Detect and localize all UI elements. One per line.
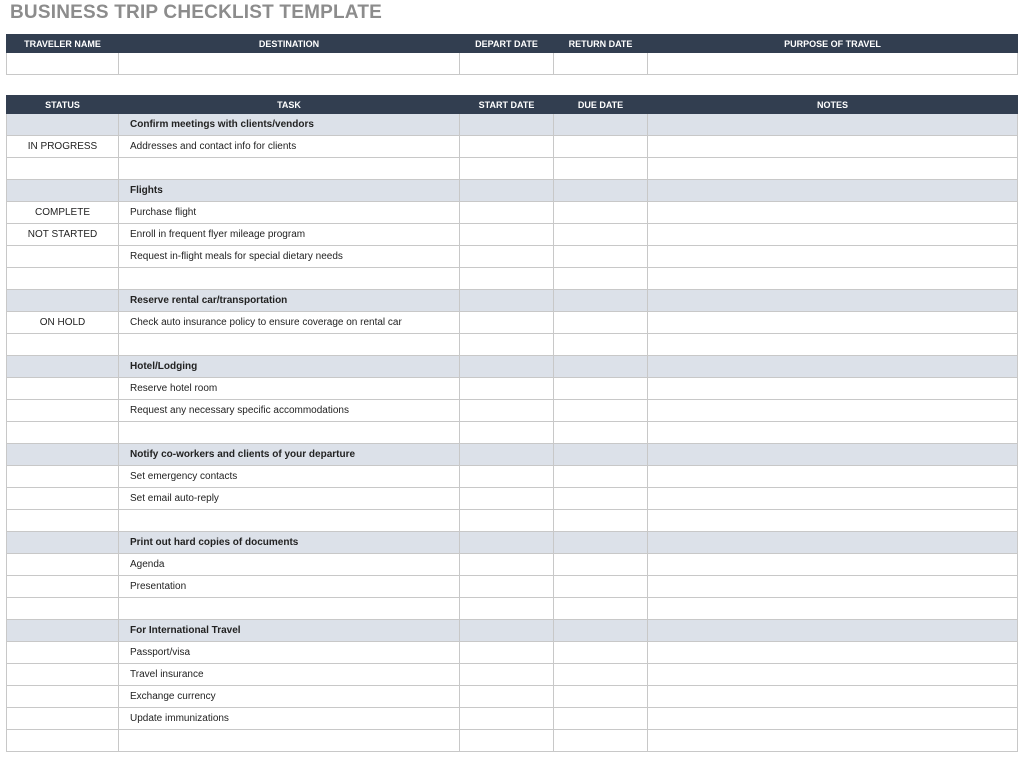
due-date-cell[interactable] (554, 400, 648, 422)
due-date-header: DUE DATE (554, 96, 648, 114)
due-date-cell[interactable] (554, 290, 648, 312)
start-date-cell[interactable] (460, 686, 554, 708)
status-cell[interactable]: ON HOLD (7, 312, 119, 334)
due-date-cell[interactable] (554, 268, 648, 290)
notes-cell[interactable] (648, 422, 1018, 444)
status-cell[interactable]: COMPLETE (7, 202, 119, 224)
task-row (7, 202, 1018, 224)
due-date-cell[interactable] (554, 246, 648, 268)
depart-date-header: DEPART DATE (460, 35, 554, 53)
status-cell[interactable] (7, 378, 119, 400)
notes-cell[interactable] (648, 510, 1018, 532)
task-cell[interactable]: Request any necessary specific accommodations (119, 400, 460, 422)
start-date-cell[interactable] (460, 246, 554, 268)
due-date-cell[interactable] (554, 356, 648, 378)
due-date-cell[interactable] (554, 554, 648, 576)
due-date-cell[interactable] (554, 312, 648, 334)
notes-cell[interactable] (648, 378, 1018, 400)
start-date-cell[interactable] (460, 334, 554, 356)
status-cell[interactable] (7, 334, 119, 356)
task-cell[interactable] (119, 598, 460, 620)
due-date-cell[interactable] (554, 202, 648, 224)
status-cell[interactable] (7, 488, 119, 510)
task-row (7, 378, 1018, 400)
task-row (7, 598, 1018, 620)
section-row (7, 532, 1018, 554)
status-cell[interactable] (7, 158, 119, 180)
section-row (7, 356, 1018, 378)
section-row (7, 444, 1018, 466)
status-cell[interactable] (7, 268, 119, 290)
task-cell[interactable]: Addresses and contact info for clients (119, 136, 460, 158)
due-date-cell[interactable] (554, 136, 648, 158)
task-header-row (7, 96, 1018, 114)
start-date-cell[interactable] (460, 114, 554, 136)
task-row (7, 730, 1018, 752)
start-date-cell[interactable] (460, 180, 554, 202)
notes-cell[interactable] (648, 268, 1018, 290)
traveler-name-cell[interactable] (7, 53, 119, 75)
return-date-header: RETURN DATE (554, 35, 648, 53)
task-cell[interactable]: Reserve rental car/transportation (119, 290, 460, 312)
page-title: BUSINESS TRIP CHECKLIST TEMPLATE (10, 2, 383, 23)
task-cell[interactable]: Confirm meetings with clients/vendors (119, 114, 460, 136)
task-cell[interactable]: Check auto insurance policy to ensure coverage on rental car (119, 312, 460, 334)
status-cell[interactable] (7, 444, 119, 466)
due-date-cell[interactable] (554, 334, 648, 356)
start-date-cell[interactable] (460, 708, 554, 730)
task-cell[interactable]: Presentation (119, 576, 460, 598)
status-cell[interactable] (7, 290, 119, 312)
task-row (7, 708, 1018, 730)
due-date-cell[interactable] (554, 686, 648, 708)
notes-cell[interactable] (648, 224, 1018, 246)
task-cell[interactable] (119, 158, 460, 180)
start-date-cell[interactable] (460, 158, 554, 180)
due-date-cell[interactable] (554, 114, 648, 136)
status-cell[interactable] (7, 708, 119, 730)
task-row (7, 466, 1018, 488)
task-row (7, 686, 1018, 708)
notes-cell[interactable] (648, 642, 1018, 664)
task-cell[interactable]: Flights (119, 180, 460, 202)
task-cell[interactable]: Print out hard copies of documents (119, 532, 460, 554)
notes-cell[interactable] (648, 488, 1018, 510)
due-date-cell[interactable] (554, 158, 648, 180)
status-cell[interactable] (7, 400, 119, 422)
start-date-cell[interactable] (460, 642, 554, 664)
due-date-cell[interactable] (554, 664, 648, 686)
task-cell[interactable]: Agenda (119, 554, 460, 576)
due-date-cell[interactable] (554, 180, 648, 202)
notes-cell[interactable] (648, 686, 1018, 708)
start-date-cell[interactable] (460, 488, 554, 510)
notes-cell[interactable] (648, 532, 1018, 554)
notes-cell[interactable] (648, 136, 1018, 158)
start-date-cell[interactable] (460, 290, 554, 312)
task-row (7, 422, 1018, 444)
due-date-cell[interactable] (554, 224, 648, 246)
start-date-cell[interactable] (460, 422, 554, 444)
task-row (7, 334, 1018, 356)
due-date-cell[interactable] (554, 444, 648, 466)
due-date-cell[interactable] (554, 708, 648, 730)
notes-cell[interactable] (648, 312, 1018, 334)
task-header: TASK (119, 96, 460, 114)
task-row (7, 488, 1018, 510)
status-cell[interactable]: IN PROGRESS (7, 136, 119, 158)
task-cell[interactable]: Reserve hotel room (119, 378, 460, 400)
task-row (7, 576, 1018, 598)
status-cell[interactable] (7, 180, 119, 202)
start-date-cell[interactable] (460, 554, 554, 576)
notes-cell[interactable] (648, 444, 1018, 466)
notes-cell[interactable] (648, 576, 1018, 598)
due-date-cell[interactable] (554, 422, 648, 444)
status-cell[interactable] (7, 466, 119, 488)
due-date-cell[interactable] (554, 576, 648, 598)
trip-header-row (7, 35, 1018, 53)
start-date-cell[interactable] (460, 356, 554, 378)
start-date-cell[interactable] (460, 620, 554, 642)
status-cell[interactable] (7, 356, 119, 378)
start-date-cell[interactable] (460, 268, 554, 290)
task-cell[interactable] (119, 730, 460, 752)
task-row (7, 510, 1018, 532)
task-cell[interactable]: Set emergency contacts (119, 466, 460, 488)
status-cell[interactable] (7, 576, 119, 598)
notes-cell[interactable] (648, 180, 1018, 202)
notes-cell[interactable] (648, 466, 1018, 488)
start-date-cell[interactable] (460, 400, 554, 422)
status-cell[interactable] (7, 510, 119, 532)
start-date-cell[interactable] (460, 466, 554, 488)
task-cell[interactable]: Exchange currency (119, 686, 460, 708)
start-date-cell[interactable] (460, 136, 554, 158)
notes-cell[interactable] (648, 290, 1018, 312)
start-date-cell[interactable] (460, 664, 554, 686)
task-cell[interactable]: Purchase flight (119, 202, 460, 224)
notes-cell[interactable] (648, 598, 1018, 620)
due-date-cell[interactable] (554, 620, 648, 642)
status-header: STATUS (7, 96, 119, 114)
due-date-cell[interactable] (554, 488, 648, 510)
due-date-cell[interactable] (554, 642, 648, 664)
task-checklist-table (6, 95, 1018, 752)
task-rows (7, 114, 1018, 752)
task-cell[interactable] (119, 510, 460, 532)
task-cell[interactable]: For International Travel (119, 620, 460, 642)
start-date-cell[interactable] (460, 444, 554, 466)
destination-cell[interactable] (119, 53, 460, 75)
status-cell[interactable] (7, 686, 119, 708)
task-row (7, 664, 1018, 686)
task-row (7, 158, 1018, 180)
notes-cell[interactable] (648, 620, 1018, 642)
notes-cell[interactable] (648, 708, 1018, 730)
task-cell[interactable]: Request in-flight meals for special dietary needs (119, 246, 460, 268)
notes-cell[interactable] (648, 114, 1018, 136)
task-cell[interactable]: Update immunizations (119, 708, 460, 730)
notes-header: NOTES (648, 96, 1018, 114)
start-date-cell[interactable] (460, 312, 554, 334)
notes-cell[interactable] (648, 356, 1018, 378)
notes-cell[interactable] (648, 400, 1018, 422)
notes-cell[interactable] (648, 246, 1018, 268)
notes-cell[interactable] (648, 664, 1018, 686)
task-row (7, 268, 1018, 290)
start-date-cell[interactable] (460, 510, 554, 532)
status-cell[interactable] (7, 664, 119, 686)
task-cell[interactable] (119, 422, 460, 444)
task-row (7, 136, 1018, 158)
trip-input-row (7, 53, 1018, 75)
due-date-cell[interactable] (554, 532, 648, 554)
status-cell[interactable] (7, 532, 119, 554)
task-cell[interactable] (119, 268, 460, 290)
task-cell[interactable]: Passport/visa (119, 642, 460, 664)
task-cell[interactable]: Travel insurance (119, 664, 460, 686)
return-date-cell[interactable] (554, 53, 648, 75)
status-cell[interactable] (7, 730, 119, 752)
status-cell[interactable] (7, 114, 119, 136)
status-cell[interactable] (7, 598, 119, 620)
notes-cell[interactable] (648, 554, 1018, 576)
start-date-cell[interactable] (460, 224, 554, 246)
task-row (7, 312, 1018, 334)
section-row (7, 290, 1018, 312)
due-date-cell[interactable] (554, 598, 648, 620)
task-cell[interactable]: Hotel/Lodging (119, 356, 460, 378)
task-cell[interactable] (119, 334, 460, 356)
status-cell[interactable] (7, 554, 119, 576)
due-date-cell[interactable] (554, 730, 648, 752)
notes-cell[interactable] (648, 730, 1018, 752)
notes-cell[interactable] (648, 158, 1018, 180)
start-date-cell[interactable] (460, 576, 554, 598)
due-date-cell[interactable] (554, 510, 648, 532)
depart-date-cell[interactable] (460, 53, 554, 75)
status-cell[interactable] (7, 246, 119, 268)
start-date-cell[interactable] (460, 378, 554, 400)
status-cell[interactable]: NOT STARTED (7, 224, 119, 246)
due-date-cell[interactable] (554, 378, 648, 400)
start-date-cell[interactable] (460, 532, 554, 554)
section-row (7, 114, 1018, 136)
purpose-of-travel-cell[interactable] (648, 53, 1018, 75)
start-date-cell[interactable] (460, 730, 554, 752)
section-row (7, 180, 1018, 202)
destination-header: DESTINATION (119, 35, 460, 53)
traveler-name-header: TRAVELER NAME (7, 35, 119, 53)
section-row (7, 620, 1018, 642)
trip-info-table (6, 34, 1018, 75)
start-date-header: START DATE (460, 96, 554, 114)
task-row (7, 554, 1018, 576)
start-date-cell[interactable] (460, 598, 554, 620)
purpose-of-travel-header: PURPOSE OF TRAVEL (648, 35, 1018, 53)
start-date-cell[interactable] (460, 202, 554, 224)
notes-cell[interactable] (648, 202, 1018, 224)
due-date-cell[interactable] (554, 466, 648, 488)
task-cell[interactable]: Set email auto-reply (119, 488, 460, 510)
status-cell[interactable] (7, 422, 119, 444)
task-row (7, 246, 1018, 268)
status-cell[interactable] (7, 620, 119, 642)
task-row (7, 642, 1018, 664)
status-cell[interactable] (7, 642, 119, 664)
task-row (7, 400, 1018, 422)
task-cell[interactable]: Notify co-workers and clients of your departure (119, 444, 460, 466)
task-cell[interactable]: Enroll in frequent flyer mileage program (119, 224, 460, 246)
notes-cell[interactable] (648, 334, 1018, 356)
task-row (7, 224, 1018, 246)
